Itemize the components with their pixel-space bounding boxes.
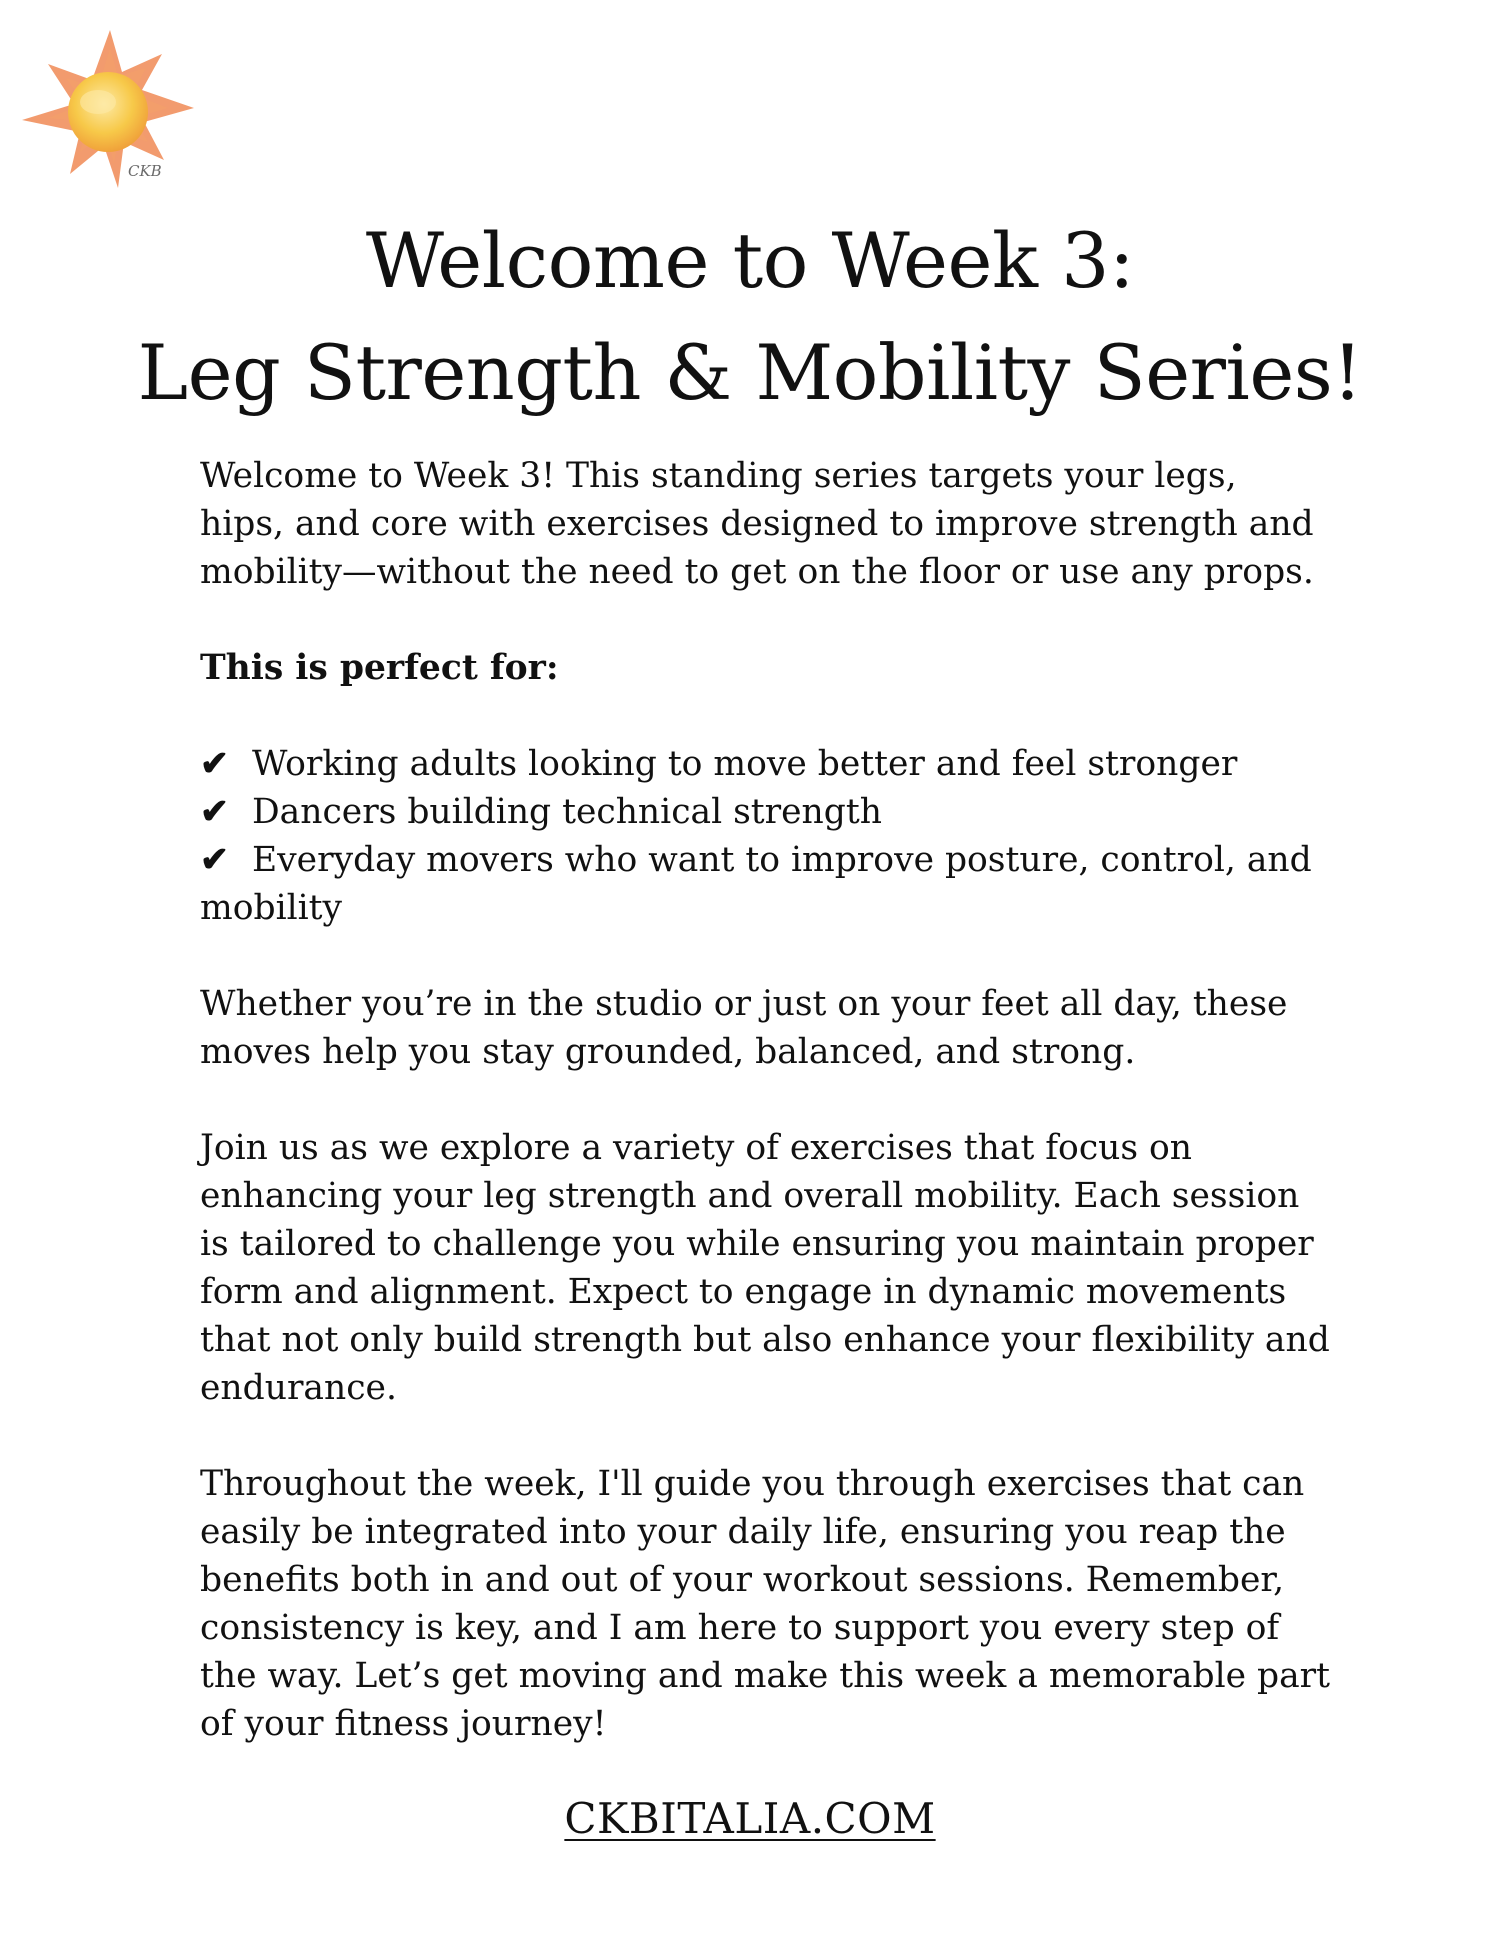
checkmark-icon: ✔ [200, 744, 229, 784]
logo-initials: CKB [128, 162, 162, 180]
join-us-paragraph: Join us as we explore a variety of exercises that focus on enhancing your leg strength and overall mobility. Each session is tailored to challenge you while ensuring you maintain proper form and alignment. Expect to engage in dynamic movements that not only build strength but also enhance your flexibility and endurance. [200, 1128, 1330, 1408]
perfect-for-heading: This is perfect for: [200, 648, 559, 688]
sun-icon [18, 24, 198, 194]
list-item: ✔ Everyday movers who want to improve posture, control, and mobility [200, 836, 1330, 932]
list-item: ✔ Dancers building technical strength [200, 788, 1330, 836]
website-link[interactable]: CKBITALIA.COM [564, 1794, 936, 1843]
title-line-2: Leg Strength & Mobility Series! [137, 328, 1363, 417]
list-item: ✔ Working adults looking to move better and feel stronger [200, 740, 1330, 788]
body-content [200, 452, 1330, 1748]
page-title [0, 205, 1500, 429]
throughout-week-paragraph: Throughout the week, I'll guide you through exercises that can easily be integrated into your daily life, ensuring you reap the benefits both in and out of your workout sessions. Remember, consistency is key, and I am here to support you every step of the way. Let’s get moving and make this week a memorable part of your fitness journey! [200, 1464, 1331, 1744]
checkmark-icon: ✔ [200, 840, 229, 880]
intro-paragraph: Welcome to Week 3! This standing series targets your legs, hips, and core with exercises designed to improve strength and mobility—without the need to get on the floor or use any props. [200, 456, 1314, 592]
perfect-for-list [200, 740, 1330, 932]
sun-center [68, 72, 148, 152]
checkmark-icon: ✔ [200, 792, 229, 832]
footer [0, 1792, 1500, 1846]
sun-logo [18, 24, 198, 194]
grounded-paragraph: Whether you’re in the studio or just on your feet all day, these moves help you stay grounded, balanced, and strong. [200, 984, 1288, 1072]
title-line-1: Welcome to Week 3: [365, 216, 1135, 305]
